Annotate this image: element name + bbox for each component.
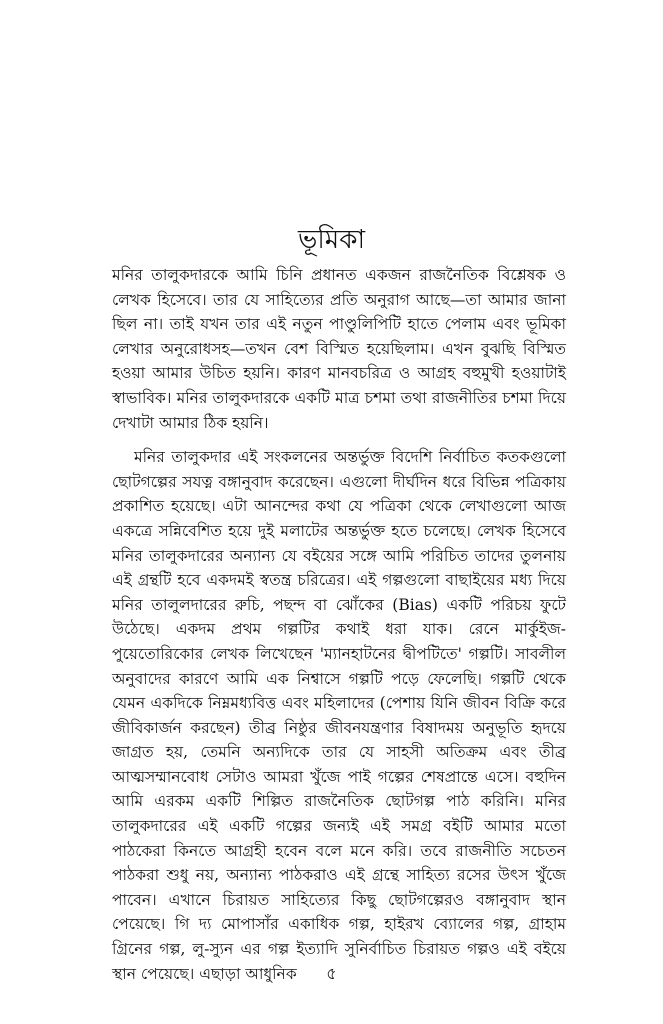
paragraph-2: মনির তালুকদার এই সংকলনের অন্তর্ভুক্ত বিদেশি নির্বাচিত কতকগুলো ছোটগল্পের সযত্ন বঙ্গানুবাদ করেছেন। এগুলো দীর্ঘদিন ধরে বিভিন্ন পত্রিকায় প্রকাশিত হয়েছে। এটা আনন্দের কথা যে পত্রিকা থেকে লেখাগুলো আজ একত্রে সন্নিবেশিত হয়ে দুই মলাটের অন্তর্ভুক্ত হতে চলেছে। লেখক হিসেবে মনির তালুকদারের অন্যান্য যে বইয়ের সঙ্গে আমি পরিচিত তাদের তুলনায় এই গ্রন্থটি হবে একদমই স্বতন্ত্র চরিত্রের। এই গল্পগুলো বাছাইয়ের মধ্য দিয়ে মনির তালুলদারের রুচি, পছন্দ বা ঝোঁকের (Bias) একটি পরিচয় ফুটে উঠেছে। একদম প্রথম গল্পটির কথাই ধরা যাক। রেনে মার্কুইজ-পুয়েতোরিকোর লেখক লিখেছেন 'ম্যানহাটনের দ্বীপটিতে' গল্পটি। সাবলীল অনুবাদের কারণে আমি এক নিশ্বাসে গল্পটি পড়ে ফেলেছি। গল্পটি থেকে যেমন একদিকে নিম্নমধ্যবিত্ত এবং মহিলাদের (পেশায় যিনি জীবন বিক্রি করে জীবিকার্জন করছেন) তীব্র নিষ্ঠুর জীবনযন্ত্রণার বিষাদময় অনুভূতি হৃদয়ে জাগ্রত হয়, তেমনি অন্যদিকে তার যে সাহসী অতিক্রম এবং তীব্র আত্মসম্মানবোধ সেটাও আমরা খুঁজে পাই গল্পের শেষপ্রান্তে এসে। বহুদিন আমি এরকম একটি শিল্পিত রাজনৈতিক ছোটগল্প পাঠ করিনি। মনির তালুকদারের এই একটি গল্পের জন্যই এই সমগ্র বইটি আমার মতো পাঠকেরা কিনতে আগ্রহী হবেন বলে মনে করি। তবে রাজনীতি সচেতন পাঠকরা শুধু নয়, অন্যান্য পাঠকরাও এই গ্রন্থে সাহিত্য রসের উৎস খুঁজে পাবেন। এখানে চিরায়ত সাহিত্যের কিছু ছোটগল্পেরও বঙ্গানুবাদ স্থান পেয়েছে। গি দ্য মোপাসাঁর একাধিক গল্প, হাইরখ ব্যোলের গল্প, গ্রাহাম গ্রিনের গল্প, লু-স্যুন এর গল্প ইত্যাদি সুনির্বাচিত চিরায়ত গল্পও এই বইয়ে স্থান পেয়েছে। এছাড়া আধুনিক [112,448,566,983]
paragraph-1: মনির তালুকদারকে আমি চিনি প্রধানত একজন রাজনৈতিক বিশ্লেষক ও লেখক হিসেবে। তার যে সাহিত্যের প্রতি অনুরাগ আছে—তা আমার জানা ছিল না। তাই যখন তার এই নতুন পাণ্ডুলিপিটি হাতে পেলাম এবং ভূমিকা লেখার অনুরোধসহ—তখন বেশ বিস্মিত হয়েছিলাম। এখন বুঝছি বিস্মিত হওয়া আমার উচিত হয়নি। কারণ মানবচরিত্র ও আগ্রহ বহুমুখী হওয়াটাই স্বাভাবিক। মনির তালুকদারকে একটি মাত্র চশমা তথা রাজনীতির চশমা দিয়ে দেখাটা আমার ঠিক হয়নি। [112,266,566,432]
chapter-heading: ভূমিকা [298,225,365,255]
page-number: ৫ [326,964,337,983]
body-text [112,263,566,986]
